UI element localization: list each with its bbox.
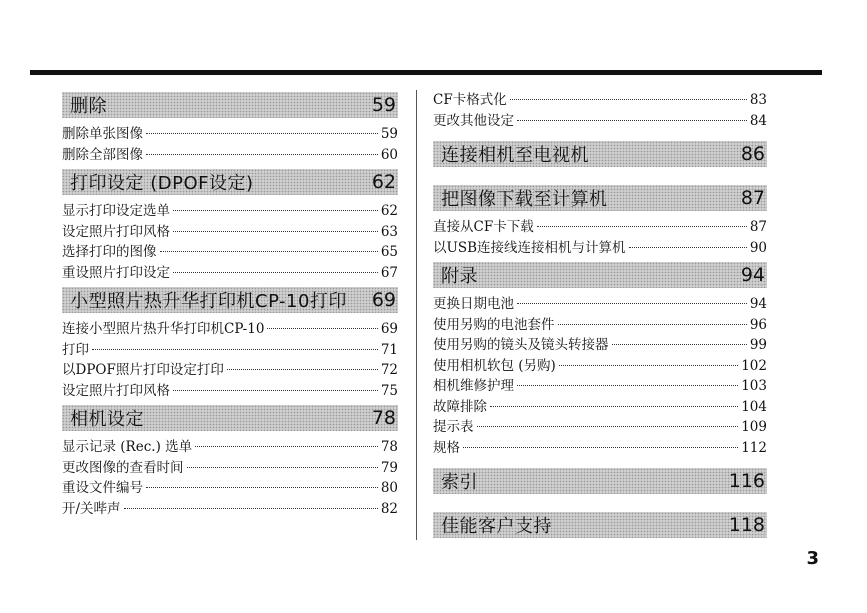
toc-entry[interactable] xyxy=(62,478,398,499)
toc-entry[interactable] xyxy=(62,437,398,458)
toc-entry[interactable] xyxy=(62,201,398,222)
column-divider xyxy=(416,90,417,540)
entry-title: 相机维修护理 xyxy=(433,378,514,394)
dot-leader xyxy=(537,226,747,227)
entry-title: 重设照片打印设定 xyxy=(62,264,170,281)
toc-section-heading[interactable] xyxy=(62,287,398,313)
toc-entry[interactable] xyxy=(62,242,398,263)
dot-leader xyxy=(490,406,738,407)
dot-leader xyxy=(463,447,738,448)
dot-leader xyxy=(173,231,378,232)
toc-section-heading[interactable] xyxy=(62,169,398,195)
toc-section-heading[interactable] xyxy=(433,141,767,167)
dot-leader xyxy=(160,251,378,252)
entry-page: 67 xyxy=(380,264,398,281)
entry-page: 69 xyxy=(380,321,398,337)
entry-title: 显示打印设定选单 xyxy=(62,203,170,219)
entry-title: 使用另购的电池套件 xyxy=(433,316,555,333)
toc-entry[interactable] xyxy=(62,458,398,479)
entry-title: 更改其他设定 xyxy=(433,112,514,129)
dot-leader xyxy=(173,390,378,391)
entry-page: 112 xyxy=(741,439,767,456)
dot-leader xyxy=(124,508,378,509)
toc-section-heading[interactable] xyxy=(62,92,398,118)
entry-page: 90 xyxy=(749,239,767,256)
dot-leader xyxy=(558,324,747,325)
entry-page: 103 xyxy=(741,378,767,394)
toc-entry[interactable] xyxy=(433,217,767,238)
entry-title: 以USB连接线连接相机与计算机 xyxy=(433,239,626,256)
entry-title: 使用相机软包 (另购) xyxy=(433,357,556,374)
entry-page: 84 xyxy=(749,112,767,129)
dot-leader xyxy=(92,349,378,350)
section-page: 59 xyxy=(371,94,396,116)
entry-page: 59 xyxy=(380,126,398,142)
dot-leader xyxy=(629,247,747,248)
entry-title: 连接小型照片热升华打印机CP-10 xyxy=(62,321,265,337)
toc-section-heading[interactable] xyxy=(62,405,398,431)
toc-right-column xyxy=(433,90,767,544)
entry-title: 更换日期电池 xyxy=(433,296,514,312)
section-title: 小型照片热升华打印机CP-10打印 xyxy=(70,291,347,312)
toc-entry[interactable] xyxy=(62,263,398,284)
section-title: 连接相机至电视机 xyxy=(441,145,589,166)
entry-title: 开/关哔声 xyxy=(62,500,121,517)
entry-page: 96 xyxy=(749,316,767,333)
section-title: 相机设定 xyxy=(70,409,144,430)
dot-leader xyxy=(173,210,378,211)
entry-page: 104 xyxy=(741,398,767,415)
toc-entry[interactable] xyxy=(433,238,767,259)
entry-page: 62 xyxy=(380,203,398,219)
section-title: 佳能客户支持 xyxy=(441,516,552,537)
toc-entry[interactable] xyxy=(433,294,767,315)
entry-title: 打印 xyxy=(62,341,89,358)
entry-page: 109 xyxy=(741,419,767,435)
toc-entry[interactable] xyxy=(433,315,767,336)
toc-entry[interactable] xyxy=(433,397,767,418)
dot-leader xyxy=(559,365,738,366)
entry-page: 71 xyxy=(380,341,398,358)
entry-page: 65 xyxy=(380,244,398,260)
toc-entry[interactable] xyxy=(433,376,767,397)
dot-leader xyxy=(146,487,378,488)
section-page: 116 xyxy=(728,470,765,492)
toc-left-column xyxy=(62,90,398,519)
toc-entry[interactable] xyxy=(433,335,767,356)
entry-page: 60 xyxy=(380,146,398,163)
entry-page: 79 xyxy=(380,459,398,476)
section-page: 62 xyxy=(371,171,396,193)
entry-page: 82 xyxy=(380,500,398,517)
entry-page: 78 xyxy=(380,439,398,455)
section-page: 78 xyxy=(371,407,396,429)
dot-leader xyxy=(146,154,378,155)
top-rule xyxy=(30,70,822,75)
toc-entry[interactable] xyxy=(62,360,398,381)
entry-title: CF卡格式化 xyxy=(433,92,507,108)
entry-title: 提示表 xyxy=(433,419,474,435)
section-page: 87 xyxy=(740,187,765,209)
entry-title: 设定照片打印风格 xyxy=(62,382,170,399)
toc-entry[interactable] xyxy=(433,356,767,377)
section-page: 118 xyxy=(728,514,765,536)
entry-title: 删除全部图像 xyxy=(62,146,143,163)
toc-section-heading[interactable] xyxy=(433,512,767,538)
entry-page: 80 xyxy=(380,480,398,496)
toc-section-heading[interactable] xyxy=(433,468,767,494)
entry-page: 87 xyxy=(749,219,767,235)
entry-page: 99 xyxy=(749,337,767,353)
entry-title: 显示记录 (Rec.) 选单 xyxy=(62,439,193,455)
dot-leader xyxy=(517,120,747,121)
section-page: 69 xyxy=(371,289,396,311)
toc-entry[interactable] xyxy=(62,319,398,340)
toc-section-heading[interactable] xyxy=(433,262,767,288)
toc-entry[interactable] xyxy=(62,340,398,361)
entry-title: 选择打印的图像 xyxy=(62,244,157,260)
toc-entry[interactable] xyxy=(433,417,767,438)
toc-section-heading[interactable] xyxy=(433,185,767,211)
dot-leader xyxy=(510,99,747,100)
section-page: 94 xyxy=(740,264,765,286)
entry-title: 使用另购的镜头及镜头转接器 xyxy=(433,337,609,353)
toc-entry[interactable] xyxy=(433,90,767,111)
dot-leader xyxy=(517,303,747,304)
dot-leader xyxy=(146,133,378,134)
dot-leader xyxy=(227,369,378,370)
entry-title: 设定照片打印风格 xyxy=(62,223,170,240)
entry-page: 83 xyxy=(749,92,767,108)
toc-entry[interactable] xyxy=(62,381,398,402)
entry-page: 102 xyxy=(741,357,767,374)
section-title: 删除 xyxy=(70,96,107,117)
entry-title: 故障排除 xyxy=(433,398,487,415)
entry-title: 更改图像的查看时间 xyxy=(62,459,184,476)
entry-page: 75 xyxy=(380,382,398,399)
entry-title: 以DPOF照片打印设定打印 xyxy=(62,362,224,378)
dot-leader xyxy=(517,385,738,386)
entry-title: 规格 xyxy=(433,439,460,456)
entry-title: 直接从CF卡下载 xyxy=(433,219,534,235)
toc-entry[interactable] xyxy=(433,438,767,459)
toc-entry[interactable] xyxy=(62,124,398,145)
section-page: 86 xyxy=(740,143,765,165)
page-number: 3 xyxy=(806,548,819,569)
entry-title: 重设文件编号 xyxy=(62,480,143,496)
dot-leader xyxy=(612,344,747,345)
dot-leader xyxy=(173,272,378,273)
section-title: 附录 xyxy=(441,266,478,287)
section-title: 把图像下载至计算机 xyxy=(441,189,608,210)
entry-page: 94 xyxy=(749,296,767,312)
toc-entry[interactable] xyxy=(62,499,398,520)
toc-entry[interactable] xyxy=(433,111,767,132)
dot-leader xyxy=(187,467,378,468)
dot-leader xyxy=(477,426,739,427)
entry-page: 72 xyxy=(380,362,398,378)
entry-title: 删除单张图像 xyxy=(62,126,143,142)
dot-leader xyxy=(267,328,377,329)
dot-leader xyxy=(195,446,378,447)
toc-entry[interactable] xyxy=(62,222,398,243)
entry-page: 63 xyxy=(380,223,398,240)
section-title: 索引 xyxy=(441,472,478,493)
section-title: 打印设定 (DPOF设定) xyxy=(70,173,254,194)
toc-entry[interactable] xyxy=(62,145,398,166)
